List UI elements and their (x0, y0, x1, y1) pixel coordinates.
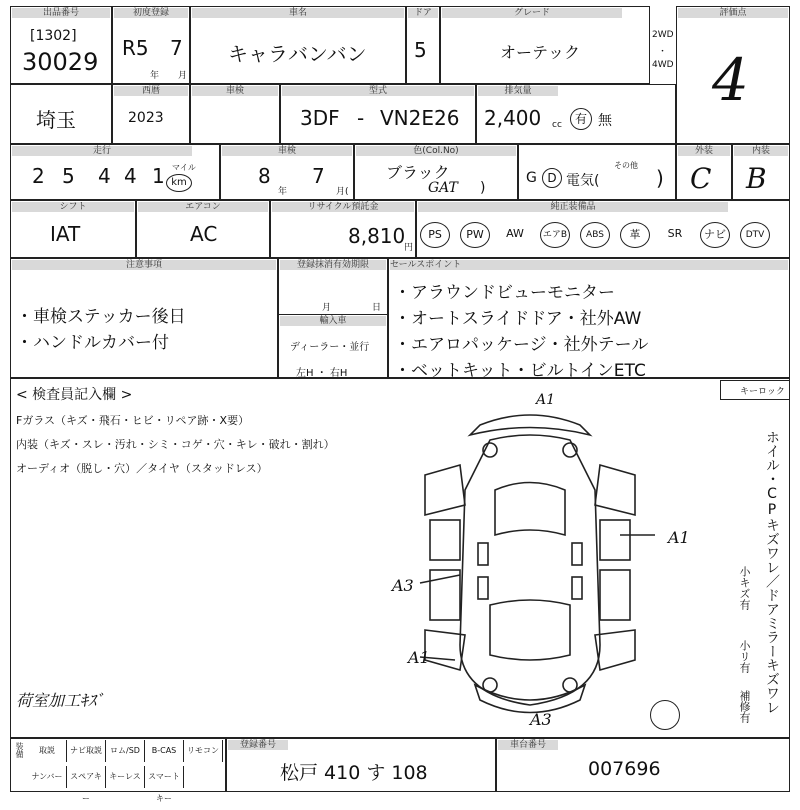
displacement-unit: cc (552, 120, 562, 130)
reg-header: 登録抹消有効期限 (280, 260, 386, 270)
car-name-header: 車名 (192, 8, 404, 18)
first-reg-month-unit: 月 (178, 71, 188, 81)
model-header: 型式 (282, 86, 474, 96)
exterior-grade: C (690, 162, 712, 195)
mileage-digit-4: 4 (124, 164, 137, 188)
color-name: ブラック (386, 163, 450, 182)
reg-day: 日 (372, 303, 382, 313)
turbo-yes-circle: 有 (570, 108, 592, 130)
chassis-header: 車台番号 (498, 740, 558, 750)
side-column: ホイル・CPキズワレ／ドアミラーキズワレ (764, 430, 780, 714)
inspection-year: 8 (258, 164, 271, 188)
mileage-km-circle: km (166, 174, 192, 192)
diagram-blank-circle (650, 700, 680, 730)
lot-number: 30029 (22, 48, 99, 76)
reg-divider (278, 314, 388, 315)
door-count: 5 (414, 38, 427, 62)
color-code: GAT (428, 180, 458, 196)
first-reg-year-unit: 年 (150, 71, 160, 81)
shift-value: IAT (50, 222, 81, 246)
car-diagram (380, 395, 680, 730)
keylock-label: キーロック (740, 387, 785, 397)
equipment-item: AW (506, 227, 524, 240)
mileage-digit-2: 5 (62, 164, 75, 188)
model-dash: - (357, 106, 365, 130)
side-small-2: 小リ有 (738, 640, 751, 673)
side-small-1: 小キズ有 (738, 566, 751, 610)
mileage-digit-1: 2 (32, 164, 45, 188)
equipment-item: SR (667, 227, 683, 240)
location: 埼玉 (36, 108, 76, 132)
inspection-year-unit: 年 (278, 187, 288, 197)
bottom-label: スペアキー (67, 766, 106, 788)
plate-value: 松戸 410 す 108 (280, 762, 428, 784)
bottom-label: B-CAS (145, 740, 184, 762)
recycle-unit: 円 (404, 243, 414, 253)
displacement-value: 2,400 (484, 106, 542, 130)
bottom-label: 取説 (28, 740, 67, 762)
fuel-electric: 電気( (566, 173, 600, 189)
aircon-value: AC (190, 222, 218, 246)
sales-point-3: ・エアロパッケージ・社外テール (394, 335, 649, 355)
first-reg-header: 初度登録 (114, 8, 188, 18)
year-header: 西暦 (114, 86, 188, 96)
turbo-no: 無 (598, 113, 612, 129)
fuel-d-circle: D (542, 168, 562, 188)
door-header: ドア (408, 8, 438, 18)
side-small-3: 補修有 (738, 690, 751, 723)
notes-line-1: ・車検ステッカー後日 (16, 307, 186, 327)
inspector-header: < 検査員記入欄 > (16, 387, 133, 403)
inspection-date-header: 車検 (222, 146, 352, 156)
reg-steering: 左H ・ 右H (296, 368, 348, 379)
reg-dealer: ディーラー・並行 (290, 342, 370, 353)
score-value: 4 (712, 46, 749, 114)
chassis-value: 007696 (588, 758, 661, 780)
mark-left: A3 (392, 576, 414, 595)
mark-left-lower: A1 (408, 648, 430, 667)
reg-import-label: 輸入車 (280, 316, 386, 326)
bottom-left-label: 装備 (15, 742, 24, 758)
sales-header: セールスポイント (390, 260, 788, 270)
plate-header: 登録番号 (228, 740, 288, 750)
equipment-header: 純正装備品 (418, 202, 728, 212)
equipment-item: ABS (580, 222, 610, 248)
mileage-header: 走行 (12, 146, 192, 156)
equipment-item: DTV (740, 222, 770, 248)
interior-header: 内装 (734, 146, 788, 156)
color-close: ) (480, 180, 486, 196)
drive-2wd: 2WD (652, 30, 674, 40)
drive-4wd: 4WD (652, 60, 674, 70)
handwritten-note: 荷室加工ｷｽﾞ (16, 691, 105, 710)
sales-point-1: ・アラウンドビューモニター (394, 283, 615, 303)
bottom-label: ナンバー (28, 766, 67, 788)
shift-header: シフト (12, 202, 134, 212)
sales-point-2: ・オートスライドドア・社外AW (394, 309, 642, 329)
lot-header: 出品番号 (12, 8, 110, 18)
mark-bottom: A3 (530, 710, 552, 729)
inspection-type-header: 車検 (192, 86, 278, 96)
fuel-close: ) (656, 166, 664, 190)
inspector-line-2: 内装（キズ・スレ・汚れ・シミ・コゲ・穴・キレ・破れ・割れ） (16, 438, 335, 451)
recycle-amount: 8,810 (348, 224, 406, 248)
reg-month: 月 (322, 303, 332, 313)
model-code: VN2E26 (380, 106, 460, 130)
bottom-label: スマートキー (145, 766, 184, 788)
mark-right: A1 (668, 528, 690, 547)
fuel-other-label: その他 (614, 161, 638, 170)
bottom-label: ナビ取説 (67, 740, 106, 762)
mileage-digit-5: 1 (152, 164, 165, 188)
model-prefix: 3DF (300, 106, 340, 130)
notes-header: 注意事項 (12, 260, 276, 270)
color-header: 色(Col.No) (356, 146, 516, 156)
exterior-header: 外装 (678, 146, 730, 156)
mileage-mile-label: マイル (172, 163, 196, 172)
bottom-row-2 (28, 766, 224, 803)
inspector-line-1: Fガラス（キズ・飛石・ヒビ・リペア跡・X要） (16, 414, 250, 427)
equipment-item: 革 (620, 222, 650, 248)
notes-line-2: ・ハンドルカバー付 (16, 333, 169, 353)
grade-header: グレード (442, 8, 622, 18)
bottom-label: キーレス (106, 766, 145, 788)
sales-point-4: ・ベットキット・ビルトインETC (394, 361, 646, 381)
grade-value: オーテック (500, 43, 581, 62)
equipment-item: ナビ (700, 222, 730, 248)
lot-bracket-number: [1302] (30, 28, 77, 44)
inspection-month: 7 (312, 164, 325, 188)
recycle-header: リサイクル預託金 (272, 202, 414, 212)
car-name: キャラバンバン (228, 42, 367, 66)
bottom-label: ロム/SD (106, 740, 145, 762)
equipment-item: エアB (540, 222, 570, 248)
score-header: 評価点 (678, 8, 788, 18)
interior-grade: B (746, 162, 767, 195)
first-reg-month: 7 (170, 36, 183, 60)
fuel-g: G (526, 170, 537, 186)
mileage-digit-3: 4 (98, 164, 111, 188)
aircon-header: エアコン (138, 202, 268, 212)
first-reg-era: R5 (122, 36, 149, 60)
year-value: 2023 (128, 110, 164, 126)
bottom-label: リモコン (184, 740, 223, 762)
inspection-month-unit: 月( (336, 187, 349, 197)
equipment-item: PW (460, 222, 490, 248)
bottom-row-1 (28, 740, 224, 764)
equipment-item: PS (420, 222, 450, 248)
equipment-row (420, 220, 788, 252)
inspector-line-3: オーディオ（脱し・穴）／タイヤ（スタッドレス） (16, 462, 268, 475)
mark-top: A1 (536, 392, 556, 408)
drive-dot: ・ (658, 47, 668, 57)
displacement-header: 排気量 (478, 86, 558, 96)
